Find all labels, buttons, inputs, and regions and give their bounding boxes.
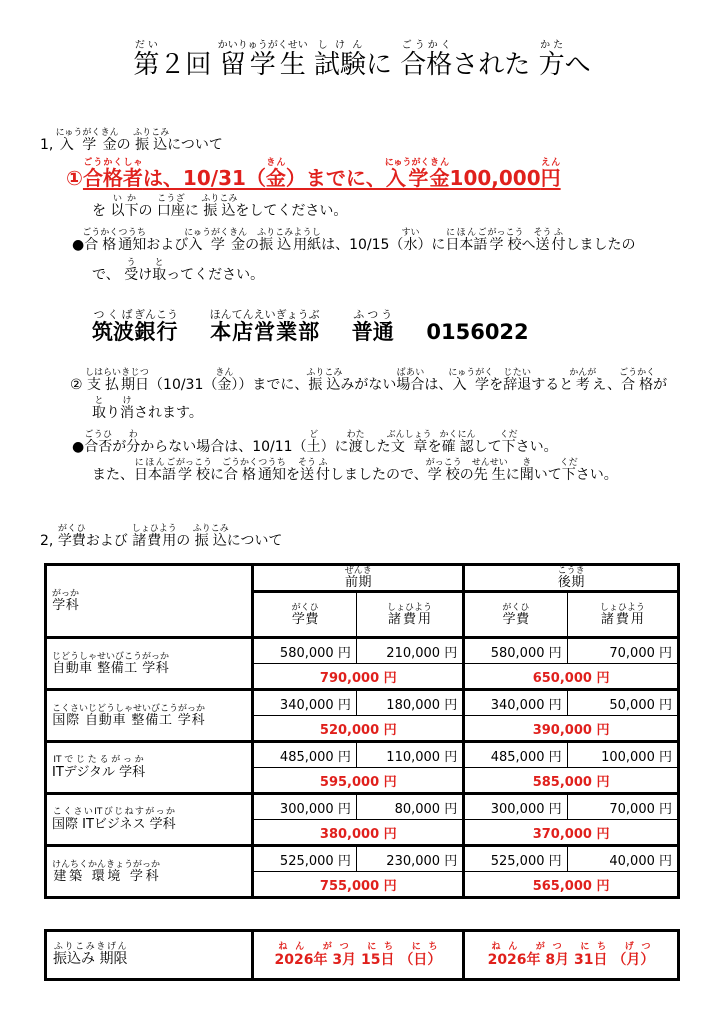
tuition-term1: 300,000 円 (253, 794, 356, 820)
total-term2: 390,000 円 (464, 716, 679, 742)
table-row (46, 794, 679, 820)
misc-header: 諸費用しょひよう (567, 592, 678, 638)
total-term1: 755,000 円 (253, 872, 464, 898)
section1-heading: 1, 入学にゅうがく 金きんの 振込ふりこみについて (40, 128, 223, 153)
deadline-term1: 2026年 3月 15日 （日）ねん がつ にち にち (252, 931, 463, 980)
misc-term1: 80,000 円 (356, 794, 463, 820)
table-row (46, 742, 679, 768)
notice-item-2-line2: 取とり消けされます。 (92, 396, 203, 421)
tuition-term2: 580,000 円 (464, 638, 567, 664)
misc-term2: 100,000 円 (567, 742, 678, 768)
payment-notice: ①合格者ごうかくしゃは、10/31（金きん）までに、入学にゅうがく金きん100,000円えん (66, 158, 561, 190)
deadline-term2: 2026年 8月 31日 （月）ねん がつ にち げつ (463, 931, 678, 980)
dept-name: 自動車 整備工 学科じどうしゃせいびこうがっか (46, 638, 253, 690)
tuition-term1: 580,000 円 (253, 638, 356, 664)
table-row (46, 846, 679, 872)
total-term2: 650,000 円 (464, 664, 679, 690)
notice-bullet-2: ●合否ごうひが分わからない場合は、10/11（土ど）に渡わたした文章ぶんしょうを確認かくにんして下ください。 (72, 430, 558, 455)
total-term2: 370,000 円 (464, 820, 679, 846)
term2-header: 後期こうき (464, 565, 679, 592)
payment-notice-line2: を 以下いかの 口座こうざに 振込ふりこみをしてください。 (92, 194, 348, 219)
misc-term1: 230,000 円 (356, 846, 463, 872)
tuition-term1: 485,000 円 (253, 742, 356, 768)
tuition-term2: 485,000 円 (464, 742, 567, 768)
fee-table (44, 563, 680, 899)
bank-account: 筑波つくば銀行ぎんこう 本店ほんてん営業部えいぎょうぶ 普通ふつう 0156022 (92, 308, 529, 344)
total-term2: 585,000 円 (464, 768, 679, 794)
total-term1: 380,000 円 (253, 820, 464, 846)
page-title: 第だい２回 留学生かいりゅうがくせい 試験しけんに 合格ごうかくされた 方かたへ (133, 40, 591, 80)
misc-term1: 210,000 円 (356, 638, 463, 664)
deadline-label: 振込み 期限ふりこみきげん (46, 931, 253, 980)
misc-term2: 70,000 円 (567, 638, 678, 664)
dept-name: 国際 ITビジネス 学科こくさいITびじねすがっか (46, 794, 253, 846)
table-row (46, 638, 679, 664)
tuition-header: 学費がくひ (464, 592, 567, 638)
term1-header: 前期ぜんき (253, 565, 464, 592)
deadline-table (44, 929, 680, 981)
tuition-term1: 340,000 円 (253, 690, 356, 716)
total-term1: 790,000 円 (253, 664, 464, 690)
misc-term2: 70,000 円 (567, 794, 678, 820)
dept-header-cell: 学科がっか (46, 565, 253, 638)
dept-name: 国際 自動車 整備工 学科こくさいじどうしゃせいびこうがっか (46, 690, 253, 742)
section2-heading: 2, 学費がくひおよび 諸費用しょひようの 振込ふりこみについて (40, 524, 283, 549)
table-row (46, 690, 679, 716)
total-term2: 565,000 円 (464, 872, 679, 898)
misc-header: 諸費用しょひよう (356, 592, 463, 638)
notice-bullet-2-line2: また、日本語にほんご学校がっこうに合格ごうかく通知つうちを送そう付ふしましたので、学校がっこうの先生せんせいに聞きいて下ください。 (92, 458, 618, 483)
misc-term2: 40,000 円 (567, 846, 678, 872)
dept-name: 建築 環境 学科けんちくかんきょうがっか (46, 846, 253, 898)
tuition-term2: 340,000 円 (464, 690, 567, 716)
dept-name: ITデジタル 学科ITでじたるがっか (46, 742, 253, 794)
tuition-header: 学費がくひ (253, 592, 356, 638)
total-term1: 595,000 円 (253, 768, 464, 794)
misc-term1: 110,000 円 (356, 742, 463, 768)
tuition-term2: 300,000 円 (464, 794, 567, 820)
tuition-term2: 525,000 円 (464, 846, 567, 872)
misc-term2: 50,000 円 (567, 690, 678, 716)
total-term1: 520,000 円 (253, 716, 464, 742)
tuition-term1: 525,000 円 (253, 846, 356, 872)
misc-term1: 180,000 円 (356, 690, 463, 716)
notice-bullet-1: ●合格ごうかく通知つうちおよび入学にゅうがく金きんの振込ふりこみ用紙ようしは、10/15（水すい）に日本語にほんご学校がっこうへ送そう付ふしましたの (72, 228, 636, 253)
notice-bullet-1-line2: で、 受うけ取とってください。 (92, 258, 265, 283)
notice-item-2: ② 支払しはらい期日きじつ（10/31（金きん））までに、振込ふりこみみがない場合ばあいは、入学にゅうがくを辞退じたいすると考かんがえ、合格ごうかくが (70, 368, 668, 393)
